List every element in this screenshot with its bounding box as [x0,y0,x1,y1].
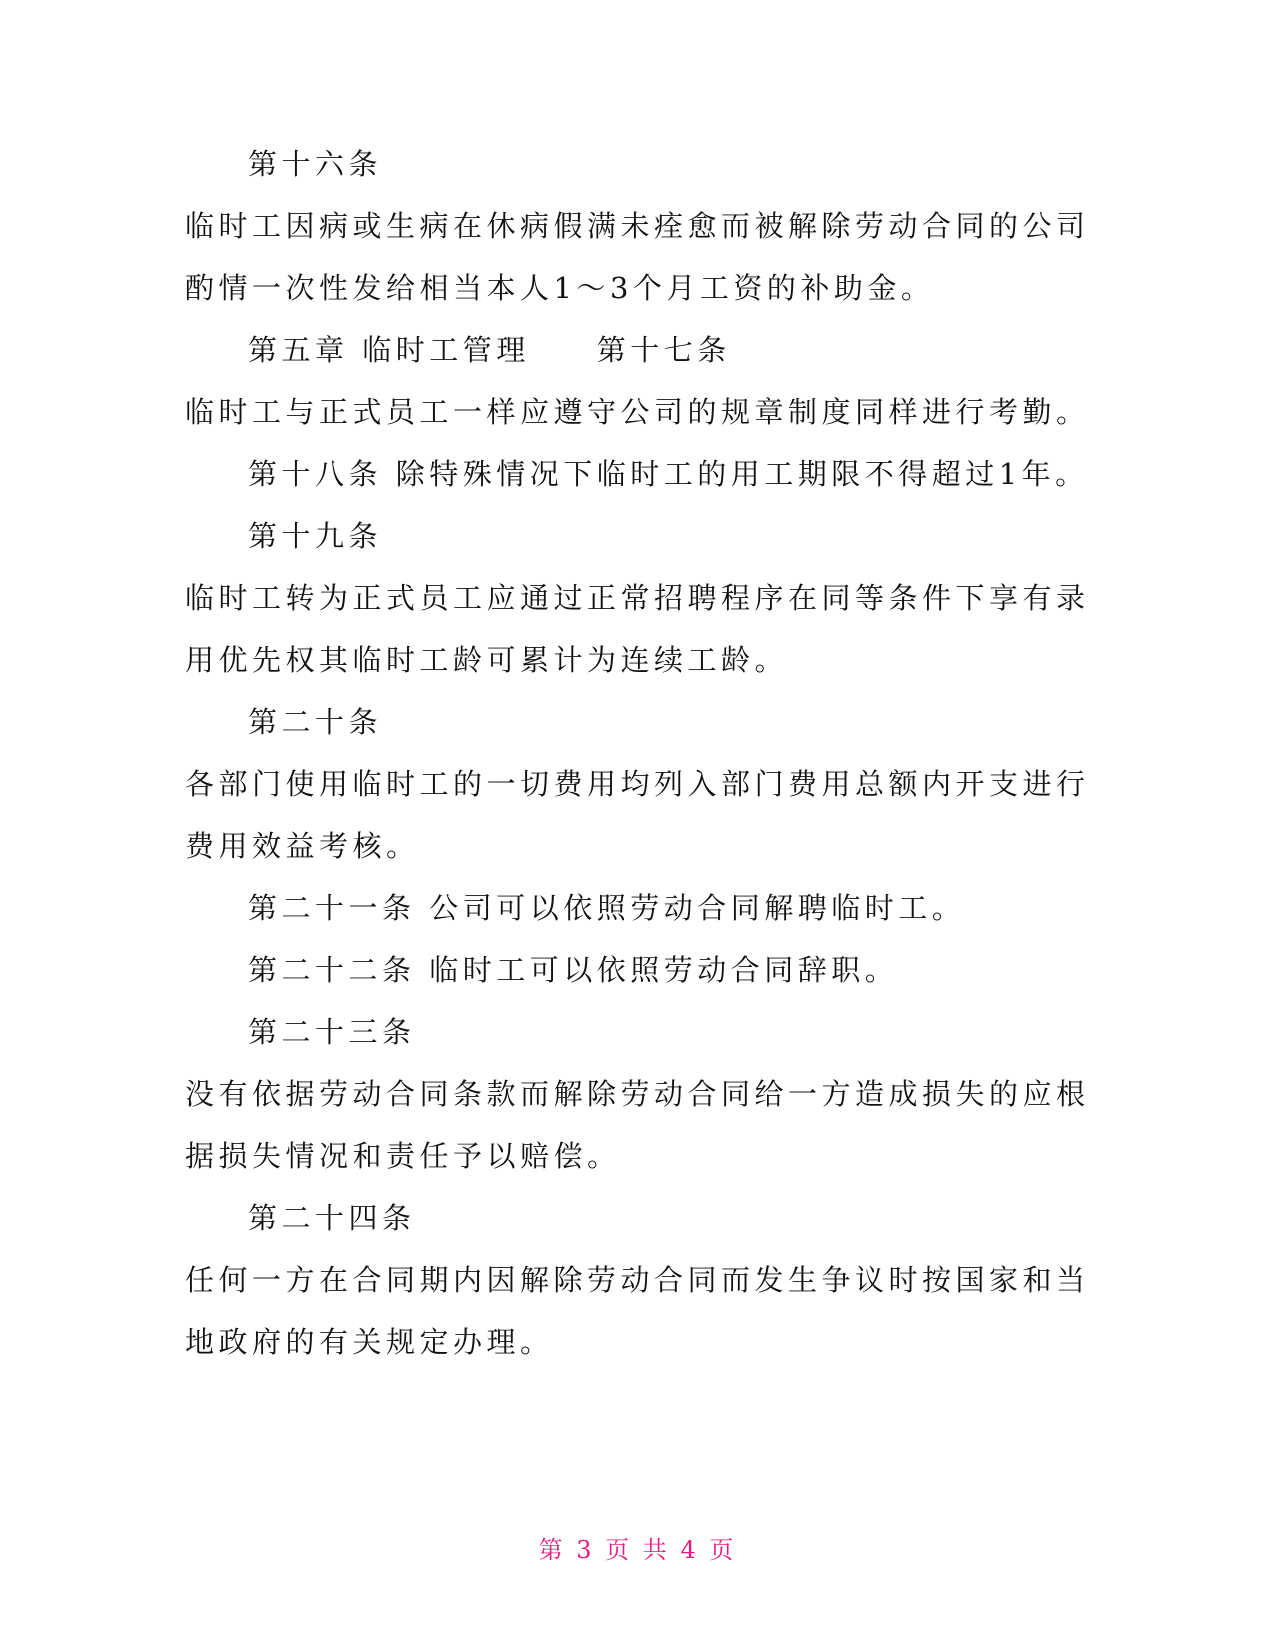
page-number-footer: 第 3 页 共 4 页 [538,1536,737,1564]
article-23-text-2: 据损失情况和责任予以赔偿。 [185,1139,621,1173]
article-17-text: 临时工与正式员工一样应遵守公司的规章制度同样进行考勤。 [185,395,1090,429]
article-24-text-1: 任何一方在合同期内因解除劳动合同而发生争议时按国家和当 [185,1263,1090,1297]
article-16-text-1: 临时工因病或生病在休病假满未痊愈而被解除劳动合同的公司 [185,209,1090,243]
article-20-text-1: 各部门使用临时工的一切费用均列入部门费用总额内开支进行 [185,767,1090,801]
article-23-text-1: 没有依据劳动合同条款而解除劳动合同给一方造成损失的应根 [185,1077,1090,1111]
chapter-5-heading: 第五章 临时工管理 第十七条 [248,333,731,367]
article-23-heading: 第二十三条 [248,1015,416,1049]
article-20-heading: 第二十条 [248,705,383,739]
article-24-text-2: 地政府的有关规定办理。 [185,1325,554,1359]
article-24-heading: 第二十四条 [248,1201,416,1235]
article-21-text: 第二十一条 公司可以依照劳动合同解聘临时工。 [248,891,966,925]
article-22-text: 第二十二条 临时工可以依照劳动合同辞职。 [248,953,899,987]
article-19-text-2: 用优先权其临时工龄可累计为连续工龄。 [185,643,789,677]
article-19-heading: 第十九条 [248,519,383,553]
article-16-heading: 第十六条 [248,147,383,181]
article-18-text: 第十八条 除特殊情况下临时工的用工期限不得超过1年。 [248,457,1089,491]
article-20-text-2: 费用效益考核。 [185,829,420,863]
article-16-text-2: 酌情一次性发给相当本人1～3个月工资的补助金。 [185,271,935,305]
article-19-text-1: 临时工转为正式员工应通过正常招聘程序在同等条件下享有录 [185,581,1090,615]
